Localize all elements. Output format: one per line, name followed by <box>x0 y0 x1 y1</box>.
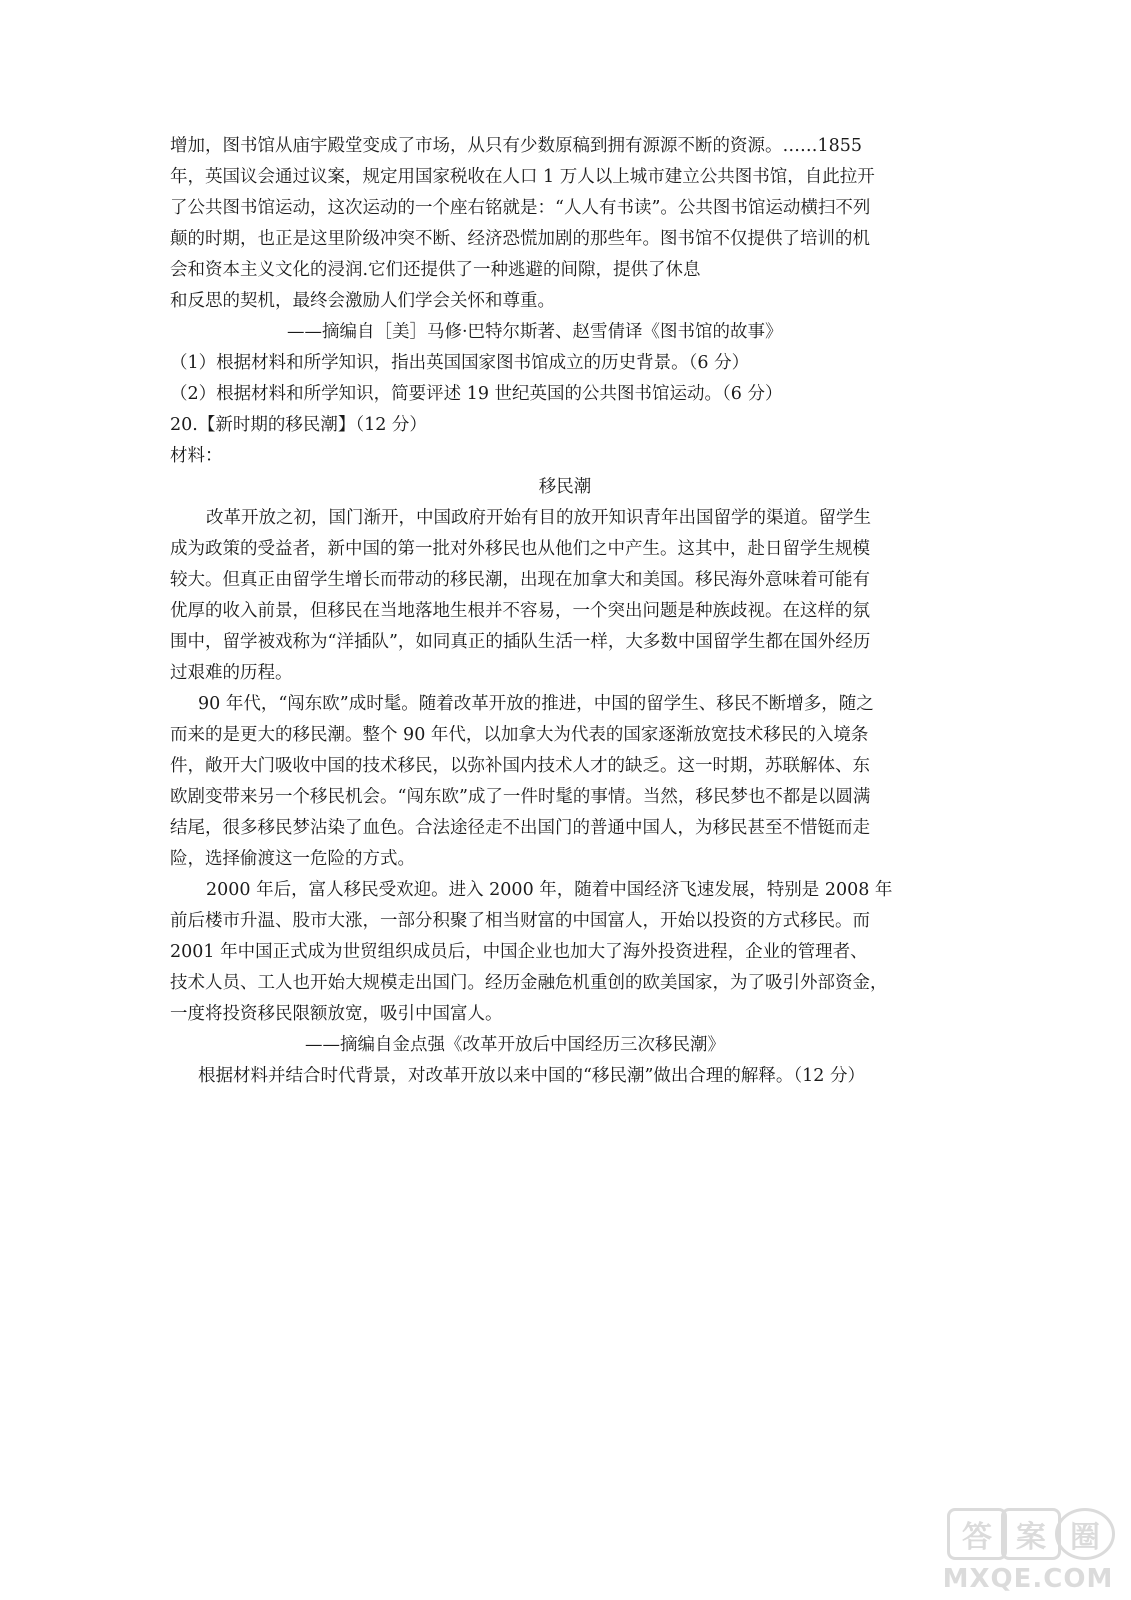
document-content <box>170 131 960 1092</box>
source-citation: ——摘编自［美］马修·巴特尔斯著、赵雪倩译《图书馆的故事》 <box>287 322 783 342</box>
paragraph-2-line: 件，敞开大门吸收中国的技术移民，以弥补国内技术人才的缺乏。这一时期，苏联解体、东 <box>170 756 870 776</box>
paragraph-2-line: 欧剧变带来另一个移民机会。“闯东欧”成了一件时髦的事情。当然，移民梦也不都是以圆满 <box>170 787 871 807</box>
question-19-2: （2）根据材料和所学知识，简要评述 19 世纪英国的公共图书馆运动。（6 分） <box>170 384 783 404</box>
paragraph-3-line: 一度将投资移民限额放宽，吸引中国富人。 <box>170 1004 503 1024</box>
paragraph-2-line: 90 年代，“闯东欧”成时髦。随着改革开放的推进，中国的留学生、移民不断增多，随之 <box>198 694 874 714</box>
watermark-logo <box>933 1504 1123 1594</box>
text-line: 年，英国议会通过议案，规定用国家税收在人口 1 万人以上城市建立公共图书馆，自此拉开 <box>170 167 875 187</box>
paragraph-3-line: 2000 年后，富人移民受欢迎。进入 2000 年，随着中国经济飞速发展，特别是 2008 年 <box>206 880 893 900</box>
question-20-prompt: 根据材料并结合时代背景，对改革开放以来中国的“移民潮”做出合理的解释。（12 分） <box>198 1066 865 1086</box>
watermark-char: 答 <box>947 1508 1007 1560</box>
material-label: 材料： <box>170 446 223 466</box>
text-line: 会和资本主义文化的浸润.它们还提供了一种逃避的间隙，提供了休息 <box>170 260 701 280</box>
paragraph-3-line: 前后楼市升温、股市大涨，一部分积聚了相当财富的中国富人，开始以投资的方式移民。而 <box>170 911 870 931</box>
text-line: 增加，图书馆从庙宇殿堂变成了市场，从只有少数原稿到拥有源源不断的资源。……1855 <box>170 136 863 156</box>
text-line: 颠的时期，也正是这里阶级冲突不断、经济恐慌加剧的那些年。图书馆不仅提供了培训的机 <box>170 229 870 249</box>
paragraph-1-line: 围中，留学被戏称为“洋插队”，如同真正的插队生活一样，大多数中国留学生都在国外经历 <box>170 632 871 652</box>
paragraph-1-line: 成为政策的受益者，新中国的第一批对外移民也从他们之中产生。这其中，赴日留学生规模 <box>170 539 870 559</box>
article-title: 移民潮 <box>538 477 592 497</box>
paragraph-1-line: 优厚的收入前景，但移民在当地落地生根并不容易，一个突出问题是种族歧视。在这样的氛 <box>170 601 870 621</box>
text-line: 和反思的契机，最终会激励人们学会关怀和尊重。 <box>170 291 555 311</box>
question-20-title: 20.【新时期的移民潮】（12 分） <box>170 415 427 435</box>
paragraph-2-line: 而来的是更大的移民潮。整个 90 年代，以加拿大为代表的国家逐渐放宽技术移民的入境条 <box>170 725 869 745</box>
watermark-url: MXQE.COM <box>942 1564 1114 1594</box>
paragraph-2-line: 险，选择偷渡这一危险的方式。 <box>170 849 415 869</box>
source-citation: ——摘编自金点强《改革开放后中国经历三次移民潮》 <box>305 1035 725 1055</box>
text-line: 了公共图书馆运动，这次运动的一个座右铭就是：“人人有书读”。公共图书馆运动横扫不列 <box>170 198 871 218</box>
paragraph-3-line: 技术人员、工人也开始大规模走出国门。经历金融危机重创的欧美国家，为了吸引外部资金， <box>170 973 888 993</box>
paragraph-1-line: 较大。但真正由留学生增长而带动的移民潮，出现在加拿大和美国。移民海外意味着可能有 <box>170 570 870 590</box>
watermark-char: 圈 <box>1055 1508 1115 1560</box>
paragraph-2-line: 结尾，很多移民梦沾染了血色。合法途径走不出国门的普通中国人，为移民甚至不惜铤而走 <box>170 818 870 838</box>
question-19-1: （1）根据材料和所学知识，指出英国国家图书馆成立的历史背景。（6 分） <box>170 353 750 373</box>
paragraph-3-line: 2001 年中国正式成为世贸组织成员后，中国企业也加大了海外投资进程，企业的管理者、 <box>170 942 868 962</box>
watermark-char: 案 <box>1001 1508 1061 1560</box>
paragraph-1-line: 改革开放之初，国门渐开，中国政府开始有目的放开知识青年出国留学的渠道。留学生 <box>206 508 871 528</box>
paragraph-1-line: 过艰难的历程。 <box>170 663 293 683</box>
